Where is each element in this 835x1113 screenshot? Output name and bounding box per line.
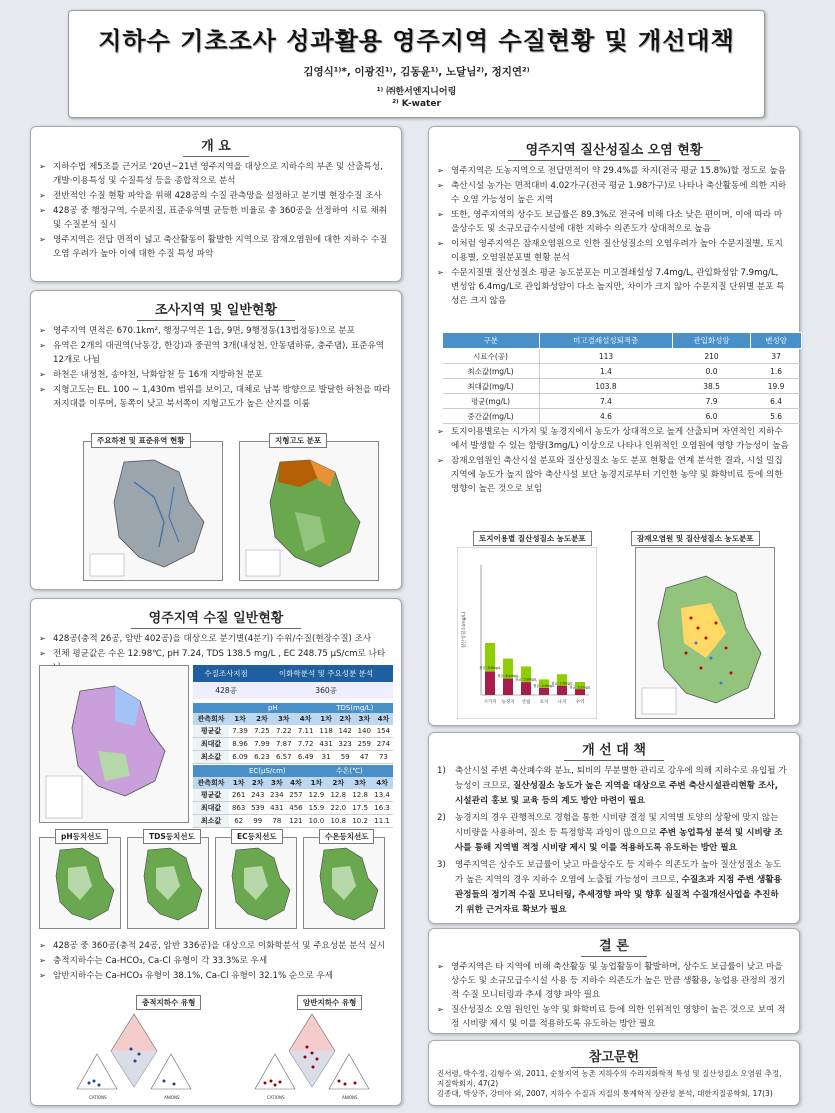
table-cell: 22.0 xyxy=(327,802,349,815)
table-cell: 10.8 xyxy=(327,815,349,828)
bar-lower xyxy=(539,688,549,695)
list-item xyxy=(437,811,787,856)
contour-map xyxy=(39,837,121,929)
list-item: ➢ 하천은 내성천, 송야천, 낙화암천 등 16개 지방하천 분포 xyxy=(39,368,391,382)
table-cell: 시료수(공) xyxy=(443,349,540,364)
item-number: 1) xyxy=(437,766,446,776)
table-cell: 4.6 xyxy=(539,409,672,424)
contour-map xyxy=(215,837,297,929)
piper-diagram-alluvial xyxy=(69,1009,199,1101)
conclusion-title: 결 론 xyxy=(581,939,647,957)
table-cell: 78 xyxy=(267,815,286,828)
table-header: TDS(mg/L) xyxy=(317,703,393,713)
table-cell: 5.6 xyxy=(751,409,802,424)
table-cell: 7.39 xyxy=(229,725,251,738)
reference-item: 진서령, 박수정, 김형수 외, 2011, 순창지역 농촌 지하수의 수리지화학적 특성 및 질산성질소 오염원 추정, 지질학회지, 47(2) xyxy=(437,1069,782,1088)
x-tick-label: 시가지 xyxy=(483,700,497,705)
list-item: ➢ 토지이용별로는 시가지 및 농경지에서 농도가 상대적으로 높게 산출되며 자연적인 지하수에서 발생할 수 있는 함량(3mg/L) 이상으로 나타나 인위적인 오염원에 영향 가능성이 높음 xyxy=(437,425,789,453)
table-cell: 6.57 xyxy=(273,751,295,764)
table-subheader: 관측회차 xyxy=(193,777,229,789)
list-item: ➢ 충적지하수는 Ca-HCO₃, Ca-Cl 유형이 각 33.3%로 우세 xyxy=(39,954,385,968)
table-row xyxy=(193,815,393,828)
table-cell: 10.2 xyxy=(349,815,371,828)
nitrate-panel xyxy=(428,126,800,726)
item-text: 농경지의 경우 관행적으로 경험을 통한 시비량 결정 및 지역별 토양의 상황에 맞지 않는 시비량을 사용하여, 질소 등 특정항목 과잉이 많으므로 xyxy=(455,813,779,838)
fig-label-contour: TDS등치선도 xyxy=(143,829,201,844)
table-cell: 431 xyxy=(317,738,336,751)
x-tick-label: 산림 xyxy=(521,700,531,705)
table-cell: 7.87 xyxy=(273,738,295,751)
data-label: 평균: 9.8mg/L xyxy=(479,666,501,670)
y-axis-label: 질산성질소(mg/L) xyxy=(462,611,467,649)
table-cell: 최대값 xyxy=(193,802,229,815)
table-row xyxy=(443,379,802,394)
table-header: 변성암 xyxy=(751,333,802,349)
table-subheader: 3차 xyxy=(267,777,286,789)
table-row xyxy=(193,738,393,751)
table-cell: 중간값(mg/L) xyxy=(443,409,540,424)
hydrogeology-nitrate-table xyxy=(442,332,802,424)
table-subheader: 1차 xyxy=(229,777,248,789)
study-title: 조사지역 및 일반현황 xyxy=(137,303,295,321)
data-label: 평균: 3.7mg/L xyxy=(569,685,591,690)
table-cell: 257 xyxy=(286,789,305,802)
table-cell: 274 xyxy=(374,738,393,751)
list-item: ➢ 유역은 2개의 대권역(낙동강, 한강)과 중권역 3개(내성천, 안동댐하류, 충주댐), 표준유역 12개로 나뉨 xyxy=(39,339,391,367)
table-cell: 323 xyxy=(336,738,355,751)
table-cell: 7.99 xyxy=(251,738,273,751)
table-cell: 11.1 xyxy=(371,815,393,828)
table-subheader: 2차 xyxy=(251,713,273,725)
pollution-source-map xyxy=(635,547,775,719)
conclusion-panel xyxy=(428,928,800,1034)
table-cell: 103.8 xyxy=(539,379,672,394)
fig-label-pollution-map: 잠재오염원 및 질산성질소 농도분포 xyxy=(631,531,760,546)
authors: 김영식¹⁾*, 이광진¹⁾, 김동윤¹⁾, 노달님²⁾, 정지연²⁾ xyxy=(303,66,530,78)
bar-lower xyxy=(503,679,513,695)
x-tick-label: 농경지 xyxy=(501,700,515,705)
table-cell: 최대값 xyxy=(193,738,229,751)
table-cell: 259 xyxy=(355,738,374,751)
table-cell: 19.9 xyxy=(751,379,802,394)
table-header: 수온(℃) xyxy=(305,765,393,777)
nitrate-title: 영주지역 질산성질소 오염 현황 xyxy=(508,143,721,161)
river-basin-map xyxy=(83,441,223,581)
table-subheader: 1차 xyxy=(317,713,336,725)
list-item: ➢ 영주지역은 전답 면적이 넓고 축산활동이 활발한 지역으로 잠재오염원에 대한 지하수 수질오염 우려가 높아 이에 대한 수질 특성 파악 xyxy=(39,233,391,261)
table-header: 구분 xyxy=(443,333,540,349)
table-cell: 38.5 xyxy=(672,379,750,394)
list-item: ➢ 또한, 영주지역의 상수도 보급률은 89.3%로 전국에 비해 다소 낮은 편이며, 이에 따라 마을상수도 및 소규모급수시설에 대한 지하수 의존도가 상대적으로 높음 xyxy=(437,208,789,236)
list-item: ➢ 영주지역은 타 지역에 비해 축산활동 및 농업활동이 활발하며, 상수도 보급률이 낮고 마을상수도 및 소규모급수시설 사용 등 지하수 의존도가 높은 만큼 생활용, 농업용 관정의 정기적 수질 모니터링과 추세 경향 파악 필요 xyxy=(437,960,789,1002)
affiliation-1: ¹⁾ ㈜한서엔지니어링 xyxy=(376,87,457,97)
bar-lower xyxy=(557,686,567,695)
table-cell: 210 xyxy=(672,349,750,364)
poster-title: 지하수 기초조사 성과활용 영주지역 수질현황 및 개선대책 xyxy=(98,27,735,55)
table-subheader: 1차 xyxy=(305,777,327,789)
table-cell: 평균값 xyxy=(193,789,229,802)
list-item: ➢ 전체 평균값은 수온 12.98℃, pH 7.24, TDS 138.5 mg/L , EC 248.75 μS/cm로 나타 xyxy=(39,647,391,675)
landuse-nitrate-chart xyxy=(457,547,597,719)
x-tick-label: 초지 xyxy=(539,700,549,705)
x-tick-label: 수역 xyxy=(575,700,585,705)
item-emphasis: 수질초과 지점 주변 생활용 관정들의 정기적 수질 모니터링, 추세경향 파악 및 향후 실질적 수질개선사업을 추진하기 위한 근거자료 확보가 필요 xyxy=(455,875,782,915)
bar-lower xyxy=(575,689,585,695)
table-cell: 17.5 xyxy=(349,802,371,815)
table-row xyxy=(193,789,393,802)
measures-title: 개 선 대 책 xyxy=(564,743,664,761)
anions-label: ANIONS xyxy=(342,1095,358,1100)
item-number: 3) xyxy=(437,860,446,870)
table-cell: 6.09 xyxy=(229,751,251,764)
table-cell: 16.3 xyxy=(371,802,393,815)
fig-label-landuse: 토지이용별 질산성질소 농도분포 xyxy=(473,531,592,546)
table-cell: 최대값(mg/L) xyxy=(443,379,540,394)
item-text: 영주지역은 상수도 보급률이 낮고 마을상수도 등 지하수 의존도가 높아 질산성질소 농도가 높은 지역의 경우 지하수 오염에 노출될 가능성이 크므로, xyxy=(455,860,782,885)
table-cell: 154 xyxy=(374,725,393,738)
table-subheader: 4차 xyxy=(286,777,305,789)
list-item: ➢ 영주지역 면적은 670.1km², 행정구역은 1읍, 9면, 9행정동(13법정동)으로 분포 xyxy=(39,324,391,338)
table-cell: 10.0 xyxy=(305,815,327,828)
data-label: 평균: 4.9mg/L xyxy=(533,684,555,689)
table-subheader: 3차 xyxy=(273,713,295,725)
list-item: ➢ 428공 중 행정구역, 수문지질, 표준유역별 균등한 비율로 총 360공을 선정하여 시료 채취 및 수질분석 실시 xyxy=(39,204,391,232)
list-item: ➢ 이처럼 영주지역은 잠재오염원으로 인한 질산성질소의 오염우려가 높아 수문지질별, 토지이용별, 오염원분포별 현황 분석 xyxy=(437,237,789,265)
table-cell: 539 xyxy=(248,802,267,815)
table-cell: 12.8 xyxy=(349,789,371,802)
table-cell: 12.9 xyxy=(305,789,327,802)
table-header xyxy=(193,765,229,777)
list-item: ➢ 질산성질소 오염 원인인 농약 및 화학비료 등에 의한 인위적인 영향이 높은 것으로 보여 적정 시비량 제시 및 이를 적용하도록 유도하는 방안 필요 xyxy=(437,1003,789,1031)
anions-label: ANIONS xyxy=(164,1095,180,1100)
data-label: 평균: 8.1mg/L xyxy=(497,673,519,678)
water-quality-panel xyxy=(30,598,402,1106)
list-item: ➢ 잠재오염원인 축산시설 분포와 질산성질소 농도 분포 현황을 연계 분석한 결과, 시설 밀집 지역에 농도가 높지 않아 축산시설 보단 농경지로부터 기인한 농약 및 화학비료 등에 의한 영향이 높은 것으로 보임 xyxy=(437,454,789,496)
summary-table xyxy=(193,665,393,699)
table-cell: 7.11 xyxy=(295,725,317,738)
table-cell: 평균(mg/L) xyxy=(443,394,540,409)
list-item: ➢ 전반적인 수질 현황 파악을 위해 428공의 수질 관측망을 설정하고 분기별 현장수질 조사 xyxy=(39,189,391,203)
data-label: 평균: 7.4mg/L xyxy=(551,681,573,686)
list-item: ➢ 428공 중 360공(충적 24공, 암반 336공)을 대상으로 이화학분석 및 주요성분 분석 실시 xyxy=(39,939,385,953)
table-cell: 118 xyxy=(317,725,336,738)
table-subheader: 4차 xyxy=(374,713,393,725)
table-cell: 최소값(mg/L) xyxy=(443,364,540,379)
ec-temp-table xyxy=(193,765,393,828)
fig-label-rivers: 주요하천 및 표준유역 현황 xyxy=(91,433,191,448)
table-header: EC(μS/cm) xyxy=(229,765,305,777)
list-item: ➢ 지형고도는 EL. 100 ~ 1,430m 범위를 보이고, 대체로 남북 방향으로 발달한 하천을 따라 저지대를 이루며, 동쪽이 낮고 북서쪽이 지형고도가 높은 산지를 이룸 xyxy=(39,383,391,411)
table-row xyxy=(443,409,802,424)
table-cell: 8.96 xyxy=(229,738,251,751)
summary-cell: 360공 xyxy=(259,682,393,699)
table-row xyxy=(193,802,393,815)
measures-panel xyxy=(428,732,800,924)
overview-panel xyxy=(30,126,402,282)
summary-cell: 428공 xyxy=(193,682,259,699)
table-subheader: 1차 xyxy=(229,713,251,725)
fig-label-elevation: 지형고도 분포 xyxy=(269,433,327,448)
table-cell: 456 xyxy=(286,802,305,815)
contour-map xyxy=(303,837,385,929)
table-cell: 234 xyxy=(267,789,286,802)
table-cell: 7.72 xyxy=(295,738,317,751)
table-cell: 0.0 xyxy=(672,364,750,379)
poster-header xyxy=(68,10,765,118)
table-cell: 7.4 xyxy=(539,394,672,409)
table-cell: 7.22 xyxy=(273,725,295,738)
table-cell: 37 xyxy=(751,349,802,364)
item-number: 2) xyxy=(437,813,446,823)
table-cell: 47 xyxy=(355,751,374,764)
table-cell: 59 xyxy=(336,751,355,764)
table-cell: 15.9 xyxy=(305,802,327,815)
table-cell: 최소값 xyxy=(193,751,229,764)
study-area-panel xyxy=(30,290,402,590)
table-subheader: 2차 xyxy=(248,777,267,789)
bar-lower xyxy=(521,682,531,695)
references-title: 참고문헌 xyxy=(571,1050,657,1068)
table-cell: 99 xyxy=(248,815,267,828)
fig-label-contour: pH등치선도 xyxy=(55,829,108,844)
table-subheader: 2차 xyxy=(327,777,349,789)
data-label: 평균: 5.8mg/L xyxy=(515,677,537,682)
affiliation-2: ²⁾ K-water xyxy=(392,99,441,109)
table-cell: 6.4 xyxy=(751,394,802,409)
table-header xyxy=(193,703,229,713)
table-header: pH xyxy=(229,703,316,713)
fig-label-contour: EC등치선도 xyxy=(231,829,283,844)
overview-title: 개 요 xyxy=(183,139,249,157)
fig-label-piper-alluvial: 충적지하수 유형 xyxy=(136,995,201,1010)
x-tick-label: 나지 xyxy=(557,700,567,705)
table-cell: 1.6 xyxy=(751,364,802,379)
measures-list xyxy=(429,764,799,918)
table-cell: 6.49 xyxy=(295,751,317,764)
table-row xyxy=(443,394,802,409)
table-cell: 62 xyxy=(229,815,248,828)
fig-label-piper-bedrock: 암반지하수 유형 xyxy=(297,995,362,1010)
bar-lower xyxy=(485,672,495,695)
table-row xyxy=(443,364,802,379)
table-cell: 6.23 xyxy=(251,751,273,764)
table-subheader: 3차 xyxy=(349,777,371,789)
fig-label-contour: 수온등치선도 xyxy=(319,829,374,844)
ph-tds-table xyxy=(193,703,393,764)
table-cell: 243 xyxy=(248,789,267,802)
table-row xyxy=(193,725,393,738)
table-cell: 261 xyxy=(229,789,248,802)
table-cell: 7.25 xyxy=(251,725,273,738)
table-cell: 140 xyxy=(355,725,374,738)
table-subheader: 4차 xyxy=(371,777,393,789)
list-item xyxy=(437,764,787,809)
list-item: ➢ 영주지역은 도농지역으로 전답면적이 약 29.4%를 차지(전국 평균 15.8%)할 정도로 높음 xyxy=(437,164,789,178)
list-item: ➢ 수문지질별 질산성질소 평균 농도분포는 미고결쇄설성 7.4mg/L, 관입화성암 7.9mg/L, 변성암 6.4mg/L로 관입화성암이 다소 높지만, 차이가 크지 않아 수문지질 단위별 분포 특성은 크지 않음 xyxy=(437,266,789,308)
quality-title: 영주지역 수질 일반현황 xyxy=(131,611,302,629)
item-emphasis: 질산성질소 농도가 높은 지역을 대상으로 주변 축산시설관리현황 조사, 시설관리 홍보 및 교육 등의 계도 방안 마련이 필요 xyxy=(455,781,778,806)
table-row xyxy=(193,751,393,764)
item-emphasis: 주변 농업특성 분석 및 시비량 조사를 통해 지역별 적정 시비량 제시 및 이를 적용하도록 유도하는 방안 필요 xyxy=(455,828,783,853)
cations-label: CATIONS xyxy=(267,1095,285,1100)
summary-header: 이화학분석 및 주요성분 분석 xyxy=(259,665,393,682)
table-row xyxy=(443,349,802,364)
summary-header: 수질조사지점 xyxy=(193,665,259,682)
list-item: ➢ 암반지하수는 Ca-HCO₃ 유형이 38.1%, Ca-Cl 유형이 32.1% 순으로 우세 xyxy=(39,969,385,983)
table-subheader: 3차 xyxy=(355,713,374,725)
table-cell: 73 xyxy=(374,751,393,764)
table-cell: 6.0 xyxy=(672,409,750,424)
table-header: 미고결쇄설성퇴적층 xyxy=(539,333,672,349)
table-cell: 113 xyxy=(539,349,672,364)
table-cell: 7.9 xyxy=(672,394,750,409)
contour-map xyxy=(127,837,209,929)
table-cell: 13.4 xyxy=(371,789,393,802)
item-text: 축산시설 주변 축산폐수와 분뇨, 퇴비의 무분별한 관리로 강우에 의해 지하수로 유입될 가능성이 크므로, xyxy=(455,766,787,791)
table-cell: 863 xyxy=(229,802,248,815)
table-cell: 431 xyxy=(267,802,286,815)
table-cell: 평균값 xyxy=(193,725,229,738)
table-subheader: 관측회차 xyxy=(193,713,229,725)
table-subheader: 2차 xyxy=(336,713,355,725)
list-item: ➢ 428공(충적 26공, 암반 402공)을 대상으로 분기별(4분기) 수위/수질(현장수질) 조사 xyxy=(39,632,391,646)
table-cell: 최소값 xyxy=(193,815,229,828)
table-cell: 1.4 xyxy=(539,364,672,379)
cations-label: CATIONS xyxy=(89,1095,107,1100)
list-item xyxy=(437,858,787,918)
table-header: 관입화성암 xyxy=(672,333,750,349)
list-item: ➢ 지하수법 제5조를 근거로 '20년~21년 영주지역을 대상으로 지하수의 부존 및 산출특성, 개발·이용특성 및 수질특성 등을 종합적으로 분석 xyxy=(39,160,391,188)
list-item: ➢ 축산시설 농가는 면적대비 4.02가구(전국 평균 1.98가구)로 나타나 축산활동에 의한 지하수 오염 가능성이 높은 지역 xyxy=(437,179,789,207)
sampling-site-map xyxy=(39,665,189,823)
reference-item: 김종대, 박상주, 강미아 외, 2007, 지하수 수질과 지질의 통계학적 상관성 분석, 대한지질공학회, 17(3) xyxy=(437,1089,773,1098)
table-cell: 12.8 xyxy=(327,789,349,802)
references-panel xyxy=(428,1040,800,1106)
table-cell: 31 xyxy=(317,751,336,764)
table-cell: 142 xyxy=(336,725,355,738)
piper-diagram-bedrock xyxy=(247,1009,377,1101)
elevation-map xyxy=(239,441,379,581)
table-cell: 121 xyxy=(286,815,305,828)
table-subheader: 4차 xyxy=(295,713,317,725)
